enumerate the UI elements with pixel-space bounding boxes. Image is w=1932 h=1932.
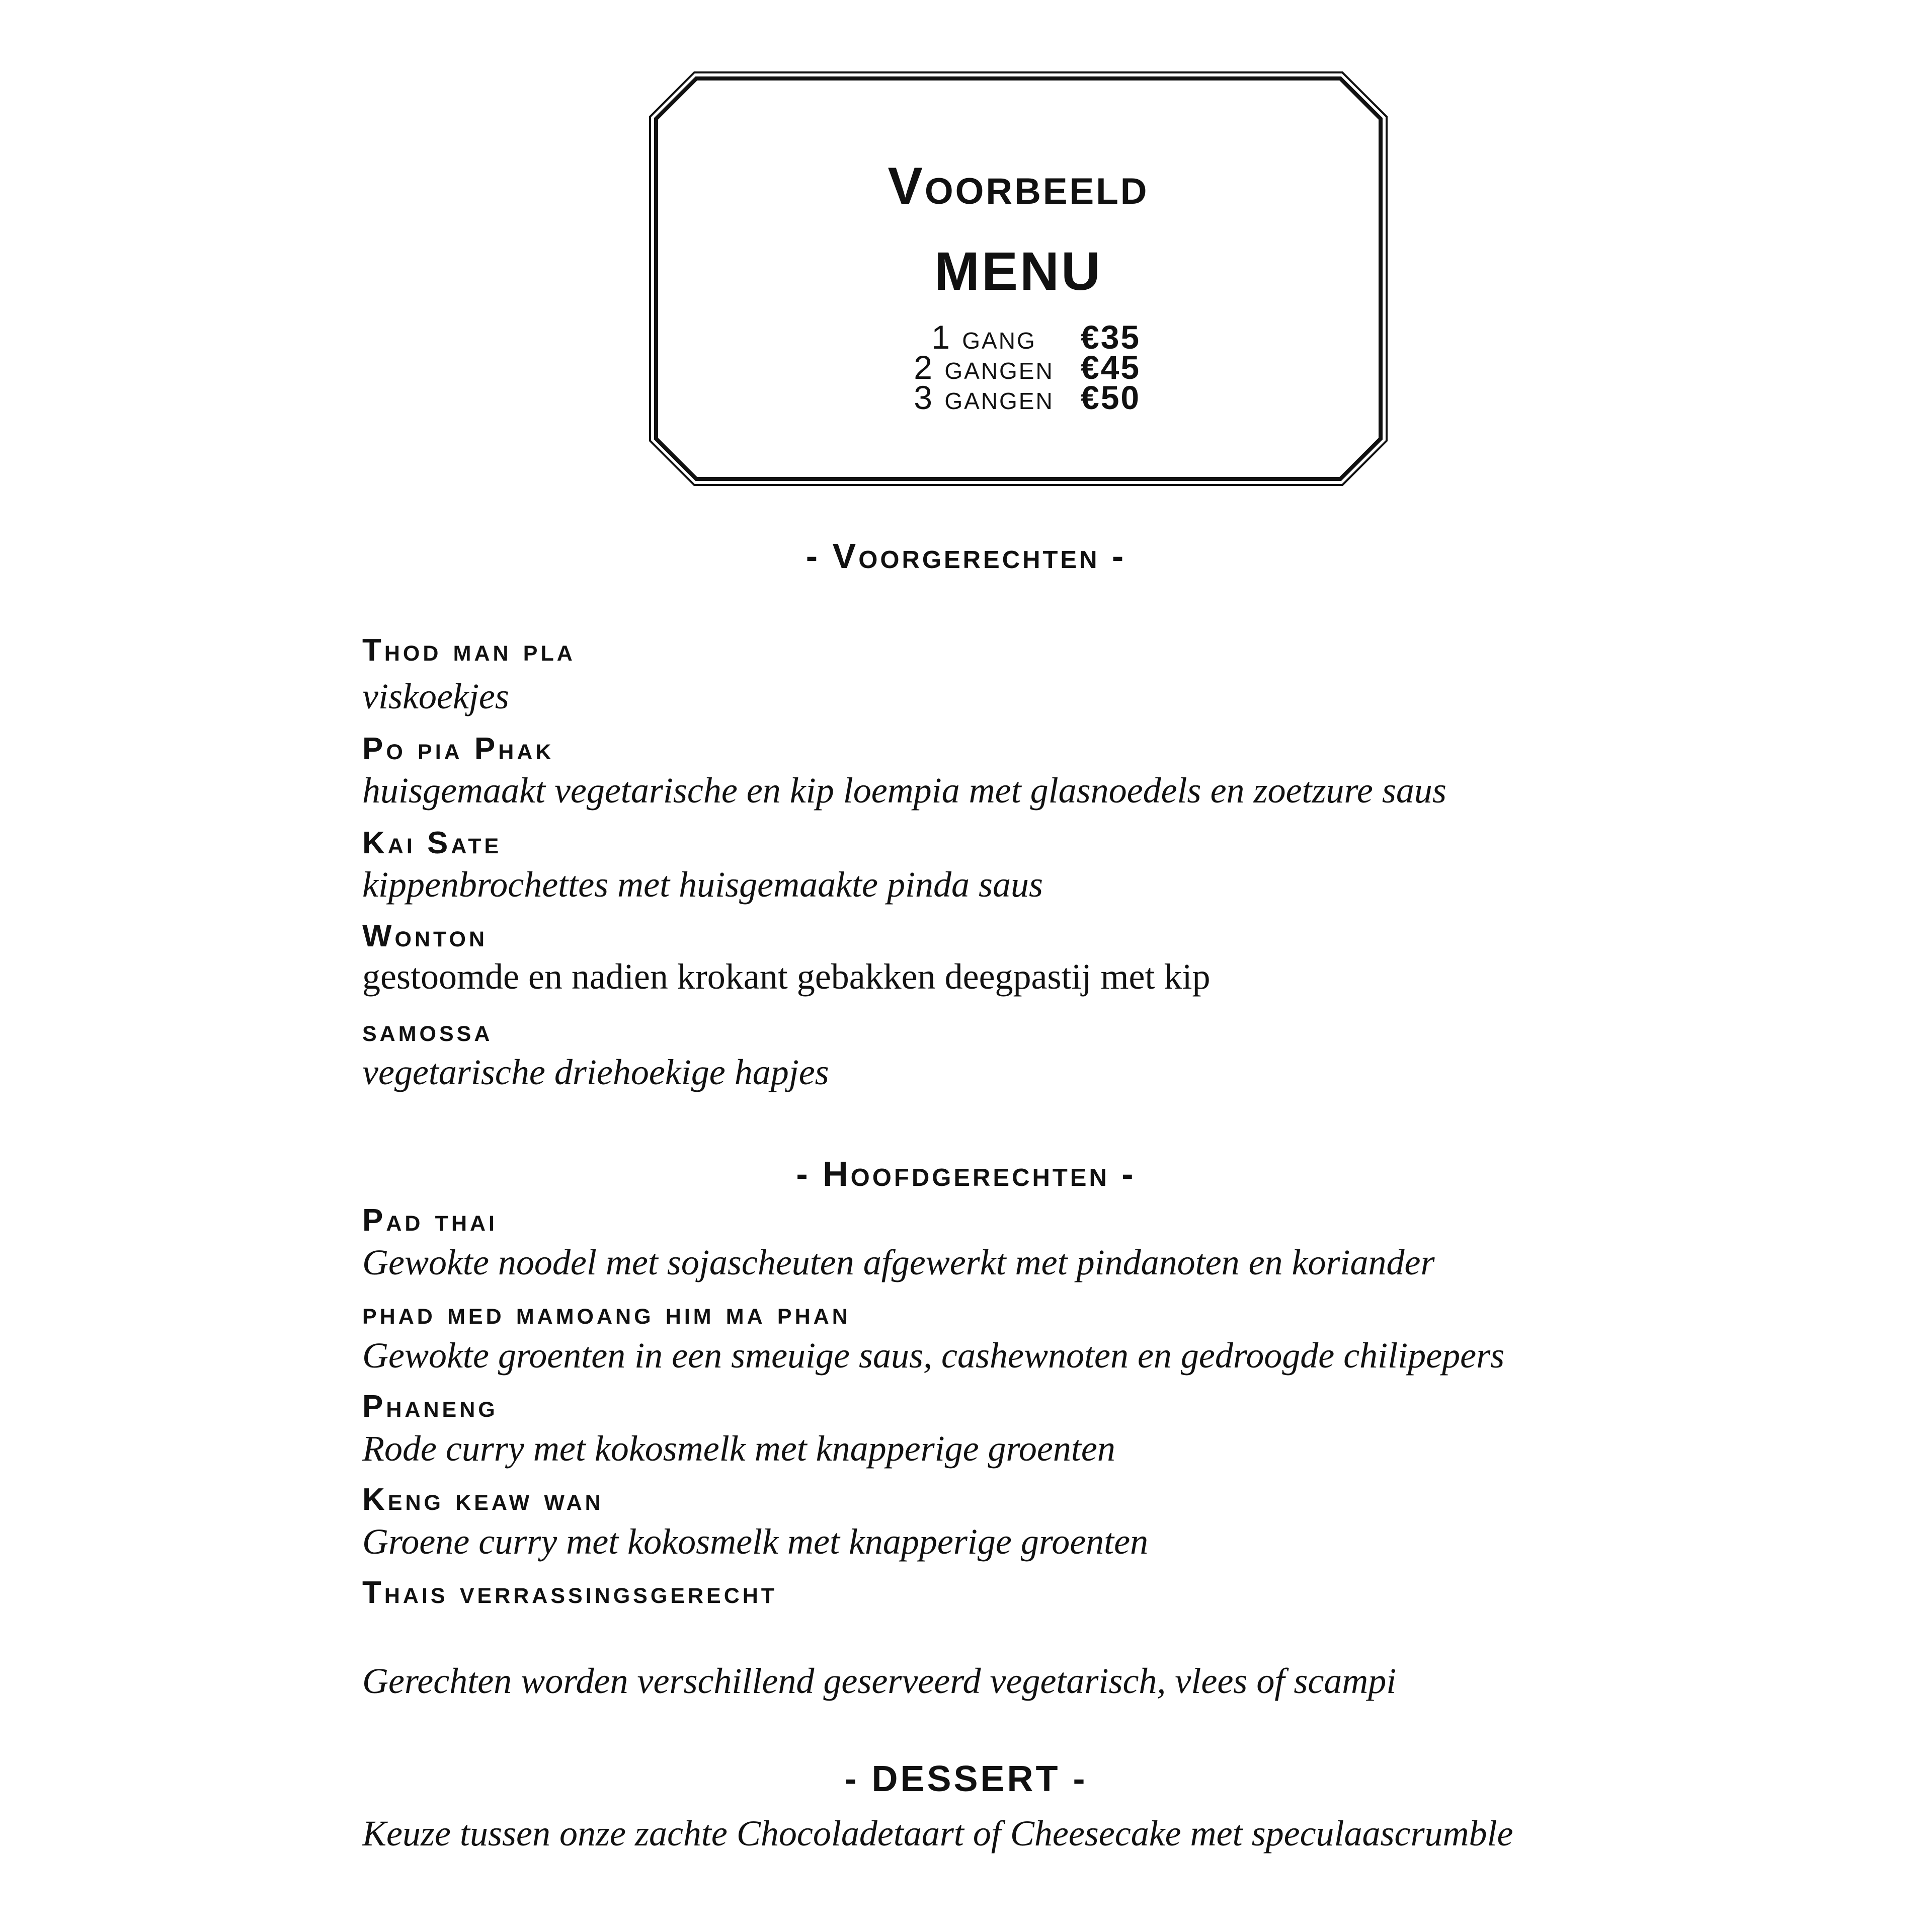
price-list: [887, 318, 1169, 416]
price-row: [887, 318, 1169, 356]
title-box: [648, 70, 1389, 487]
section-heading-hoofdgerechten: - Hoofdgerechten -: [796, 1154, 1136, 1193]
dish-name: phad med mamoang him ma phan: [362, 1296, 851, 1331]
price-label: 3 gangen: [914, 379, 1054, 416]
menu-item: [362, 921, 488, 952]
section-heading-dessert: - DESSERT -: [844, 1759, 1088, 1799]
dish-name: Kai Sate: [362, 826, 502, 860]
menu-item: [362, 1484, 604, 1515]
dish-name: Keng keaw wan: [362, 1482, 604, 1517]
dish-description: Groene curry met kokosmelk met knapperige groenten: [362, 1521, 1149, 1562]
dessert-description: Keuze tussen onze zachte Chocoladetaart of Cheesecake met speculaascrumble: [362, 1813, 1513, 1854]
price-label: 2 gangen: [914, 349, 1054, 386]
menu-title-line1: Voorbeeld: [888, 157, 1149, 215]
menu-item-desc: [362, 1523, 1148, 1560]
menu-item-desc: [362, 866, 1043, 903]
price-value: €45: [1081, 349, 1141, 386]
dish-description: vegetarische driehoekige hapjes: [362, 1052, 829, 1092]
menu-item-desc: [362, 1054, 829, 1090]
dish-description: Gewokte noodel met sojascheuten afgewerkt met pindanoten en koriander: [362, 1242, 1435, 1282]
menu-item: [362, 1577, 777, 1608]
section-heading-voorgerechten: - Voorgerechten -: [806, 536, 1126, 576]
menu-item-desc: [362, 772, 1446, 809]
price-value: €50: [1081, 379, 1141, 416]
dish-description: kippenbrochettes met huisgemaakte pinda saus: [362, 864, 1043, 905]
price-row: [887, 349, 1169, 386]
dish-name: Po pia Phak: [362, 732, 554, 766]
menu-item: [362, 1205, 498, 1236]
dish-name: samossa: [362, 1013, 493, 1048]
dish-description: viskoekjes: [362, 676, 509, 716]
dish-name: Thais verrassingsgerecht: [362, 1575, 778, 1610]
menu-item: [362, 635, 576, 666]
menu-item-desc: [362, 1244, 1435, 1280]
menu-note: [362, 1663, 1396, 1699]
dish-name: Phaneng: [362, 1389, 498, 1424]
menu-item: [362, 828, 502, 859]
dish-name: Pad thai: [362, 1203, 498, 1238]
dish-description: Rode curry met kokosmelk met knapperige groenten: [362, 1428, 1115, 1469]
price-label: 1 gang: [931, 318, 1036, 356]
price-row: [887, 379, 1169, 416]
dish-name: Wonton: [362, 919, 488, 953]
menu-title-line2: MENU: [934, 240, 1102, 301]
menu-item-desc: [362, 1337, 1504, 1374]
menu-item-desc: [362, 958, 1211, 995]
price-value: €35: [1081, 318, 1141, 356]
menu-item-desc: [362, 1430, 1115, 1467]
menu-item: [362, 1015, 493, 1046]
serving-note: Gerechten worden verschillend geserveerd vegetarisch, vlees of scampi: [362, 1661, 1397, 1701]
dish-description: huisgemaakt vegetarische en kip loempia met glasnoedels en zoetzure saus: [362, 770, 1446, 811]
menu-item-desc: [362, 1815, 1513, 1852]
menu-item: [362, 1298, 851, 1329]
dish-description: Gewokte groenten in een smeuige saus, cashewnoten en gedroogde chilipepers: [362, 1335, 1505, 1376]
dish-name: Thod man pla: [362, 633, 576, 668]
dish-description: gestoomde en nadien krokant gebakken deegpastij met kip: [362, 956, 1211, 997]
menu-item: [362, 734, 554, 765]
menu-item-desc: [362, 678, 509, 714]
menu-item: [362, 1391, 498, 1422]
